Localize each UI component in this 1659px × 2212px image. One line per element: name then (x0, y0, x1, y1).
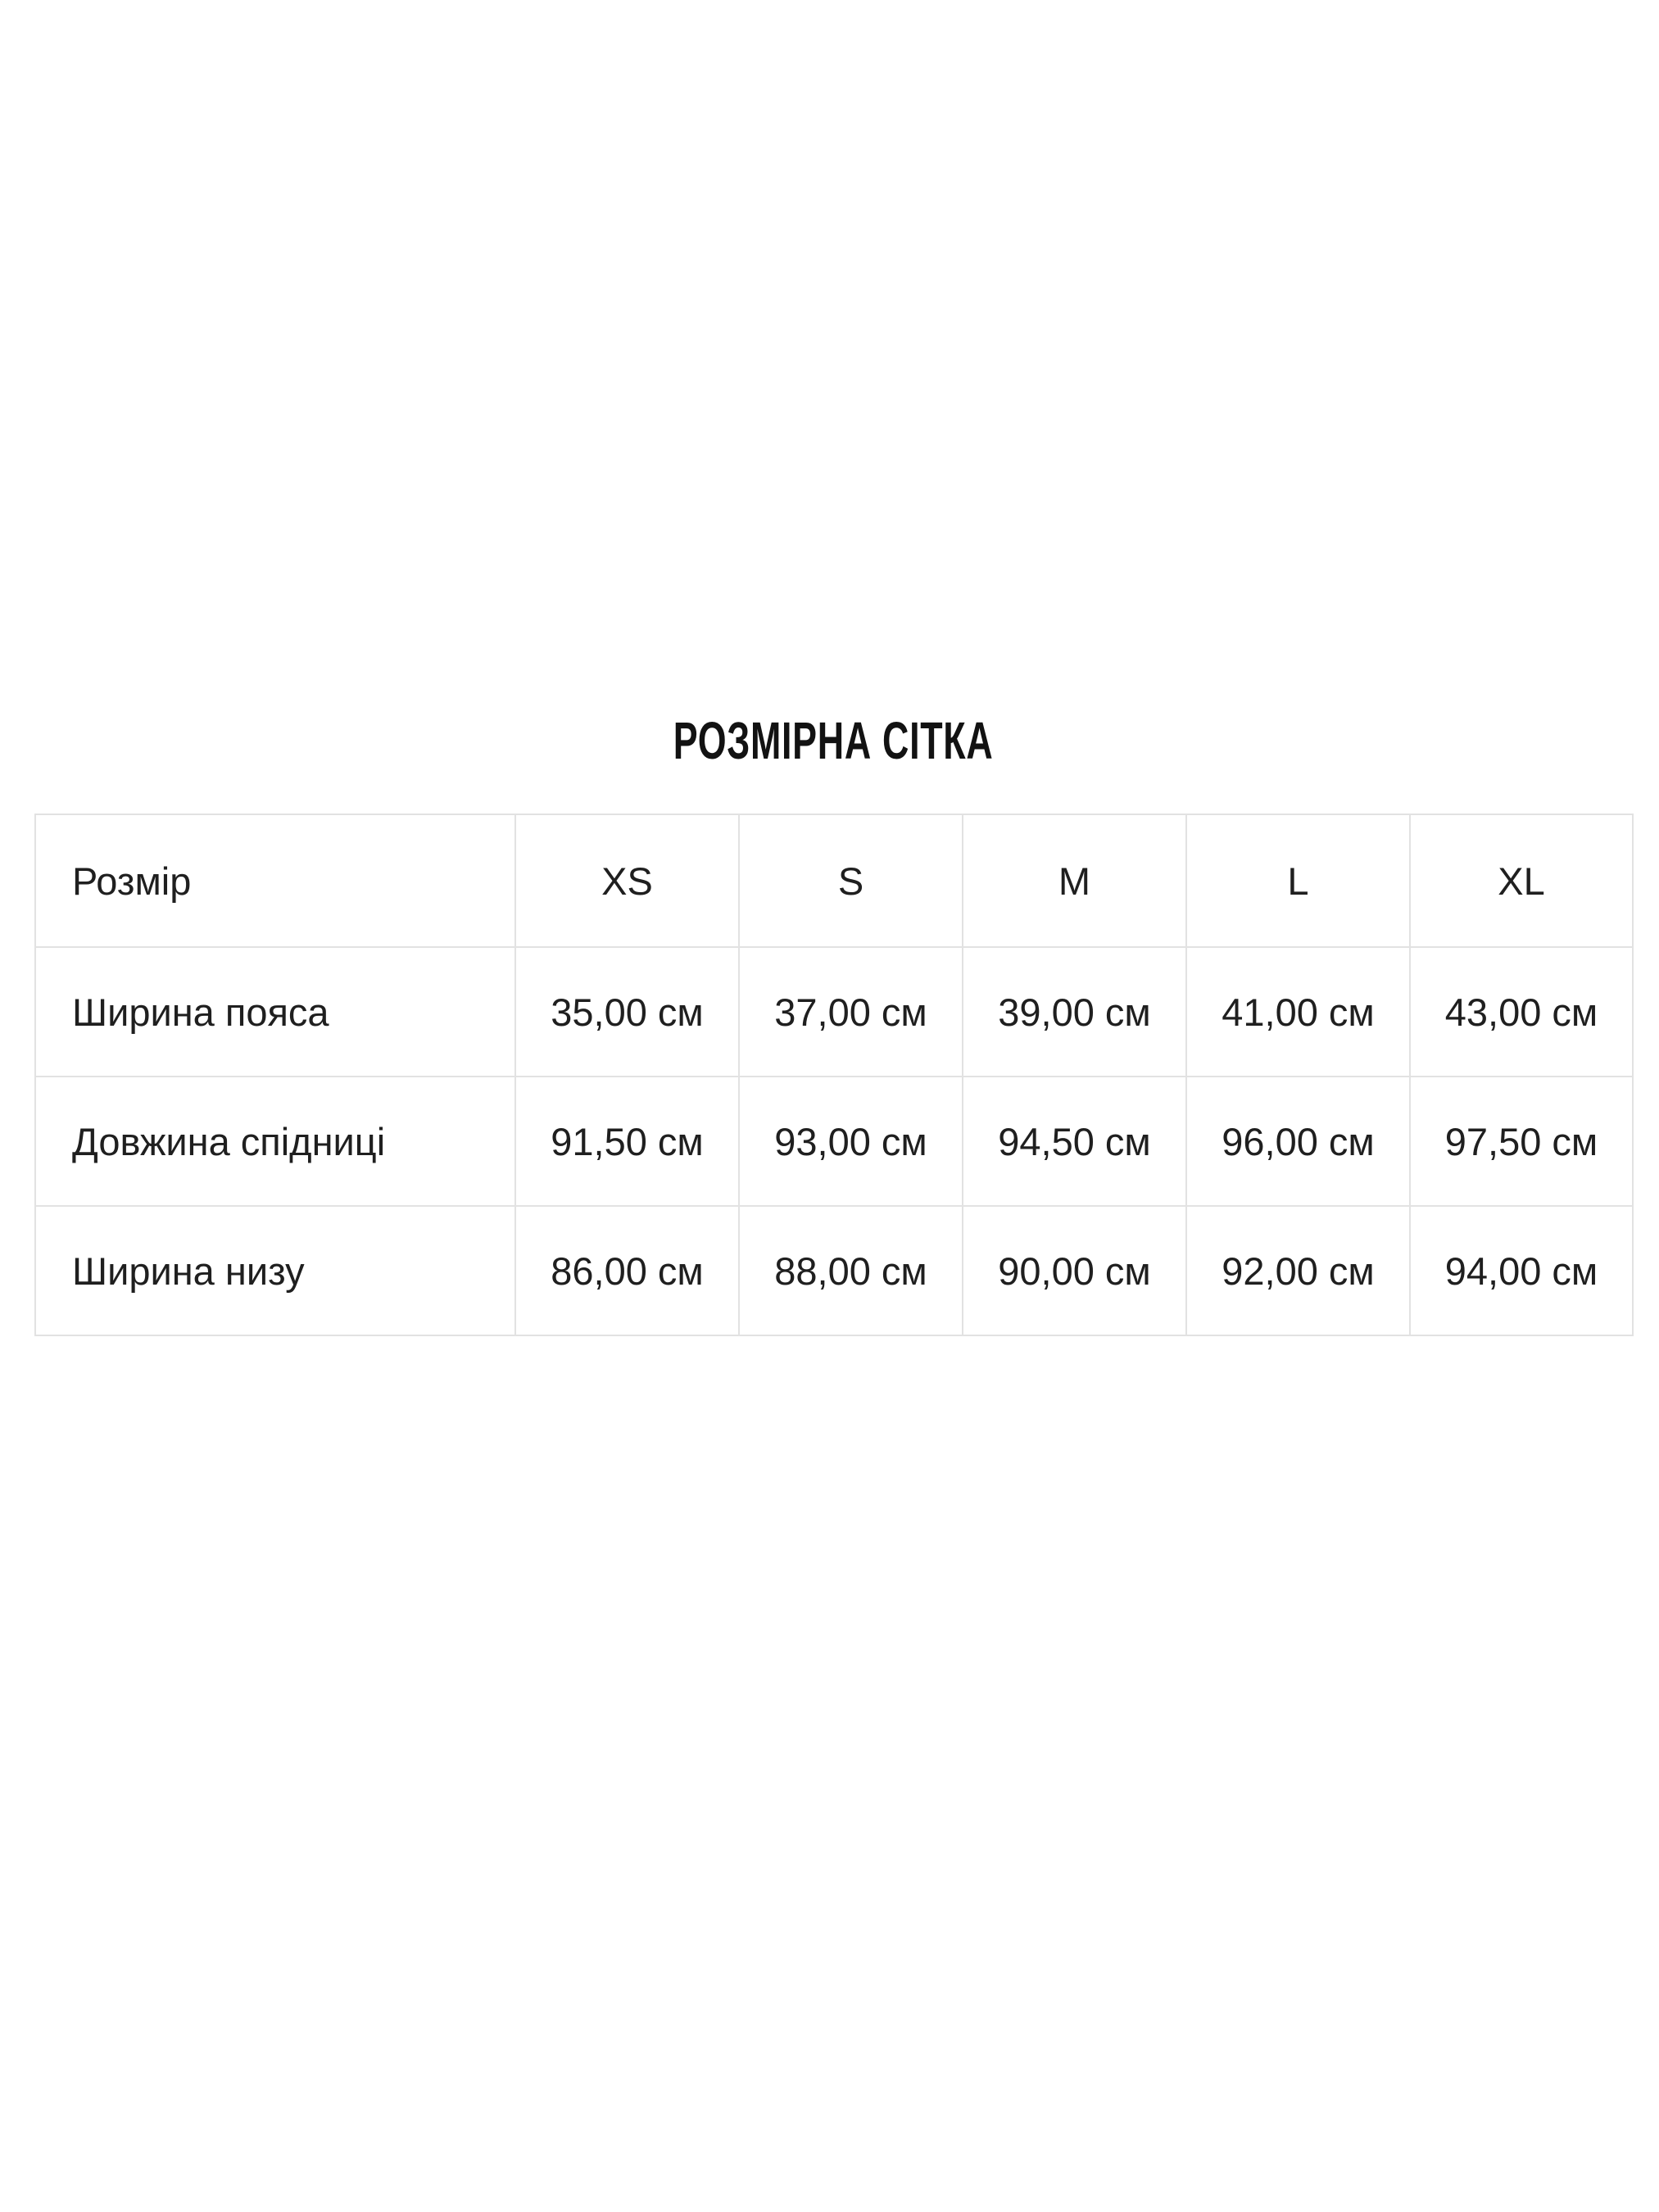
size-value-cell: 94,50 см (963, 1077, 1186, 1206)
row-label: Ширина пояса (35, 947, 515, 1077)
header-cell-xs: XS (515, 814, 739, 947)
size-value-cell: 39,00 см (963, 947, 1186, 1077)
size-value-cell: 43,00 см (1410, 947, 1633, 1077)
table-row-bottom-width (35, 1206, 1633, 1335)
header-cell-s: S (739, 814, 963, 947)
size-value-cell: 86,00 см (515, 1206, 739, 1335)
size-value-cell: 94,00 см (1410, 1206, 1633, 1335)
header-cell-size: Розмір (35, 814, 515, 947)
size-value-cell: 96,00 см (1186, 1077, 1410, 1206)
header-cell-l: L (1186, 814, 1410, 947)
size-value-cell: 35,00 см (515, 947, 739, 1077)
table-row-waist-width (35, 947, 1633, 1077)
page-title: РОЗМІРНА СІТКА (673, 711, 994, 770)
row-label: Довжина спідниці (35, 1077, 515, 1206)
size-value-cell: 90,00 см (963, 1206, 1186, 1335)
table-row-skirt-length (35, 1077, 1633, 1206)
header-cell-m: M (963, 814, 1186, 947)
table-header-row (35, 814, 1633, 947)
size-value-cell: 37,00 см (739, 947, 963, 1077)
header-cell-xl: XL (1410, 814, 1633, 947)
size-chart-table (34, 814, 1634, 1336)
size-value-cell: 41,00 см (1186, 947, 1410, 1077)
size-value-cell: 91,50 см (515, 1077, 739, 1206)
size-value-cell: 93,00 см (739, 1077, 963, 1206)
size-value-cell: 92,00 см (1186, 1206, 1410, 1335)
row-label: Ширина низу (35, 1206, 515, 1335)
size-value-cell: 97,50 см (1410, 1077, 1633, 1206)
size-value-cell: 88,00 см (739, 1206, 963, 1335)
title-container (34, 711, 1632, 770)
